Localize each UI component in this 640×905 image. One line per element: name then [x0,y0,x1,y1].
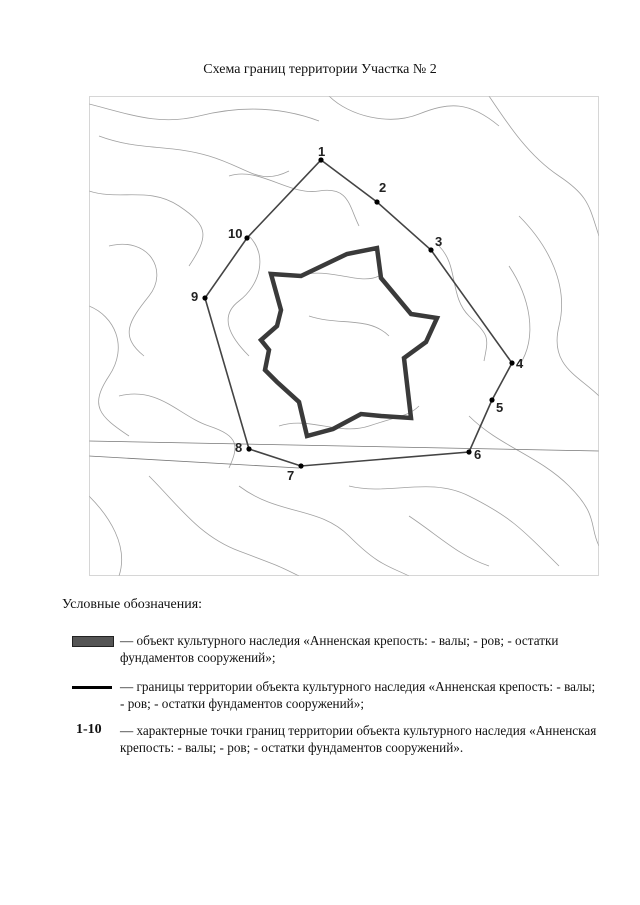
point-label-7: 7 [287,468,295,483]
boundary-swatch [72,686,112,689]
legend-item-text: — объект культурного наследия «Анненская крепость: - валы; - ров; - остатки фундаментов сооружений»; [120,633,559,665]
legend-item-points [62,722,602,762]
legend-item-text: — характерные точки границ территории объекта культурного наследия «Анненская крепость: - валы; - ров; - остатки фундаментов сооружений». [120,723,597,755]
boundary-point-labels [191,144,524,483]
boundary-point-3 [428,247,433,252]
legend-item-boundary [62,678,602,718]
point-label-5: 5 [496,400,504,415]
point-label-3: 3 [435,234,443,249]
points-symbol: 1-10 [76,722,102,737]
fortress-swatch [72,636,114,647]
site-map [89,96,599,576]
point-label-9: 9 [191,289,199,304]
boundary-point-4 [509,360,514,365]
road-lines [89,441,599,468]
contour-lines [89,96,599,576]
page-title: Схема границ территории Участка № 2 [203,62,437,77]
map-frame [90,97,599,576]
point-label-1: 1 [318,144,326,159]
point-label-2: 2 [379,180,387,195]
boundary-point-7 [298,463,303,468]
boundary-point-8 [246,446,251,451]
legend-item-text: — границы территории объекта культурного наследия «Анненская крепость: - валы; - ров; - остатки фундаментов сооружений»; [120,679,596,711]
legend-heading: Условные обозначения: [62,597,203,612]
point-label-6: 6 [474,447,482,462]
legend-item-fortress [62,632,602,672]
point-label-8: 8 [235,440,243,455]
boundary-point-5 [489,397,494,402]
boundary-point-6 [466,449,471,454]
point-label-4: 4 [516,356,524,371]
fortress-outline [261,248,437,436]
boundary-points [202,157,514,468]
boundary-point-9 [202,295,207,300]
boundary-point-2 [374,199,379,204]
point-label-10: 10 [228,226,243,241]
boundary-point-10 [244,235,249,240]
